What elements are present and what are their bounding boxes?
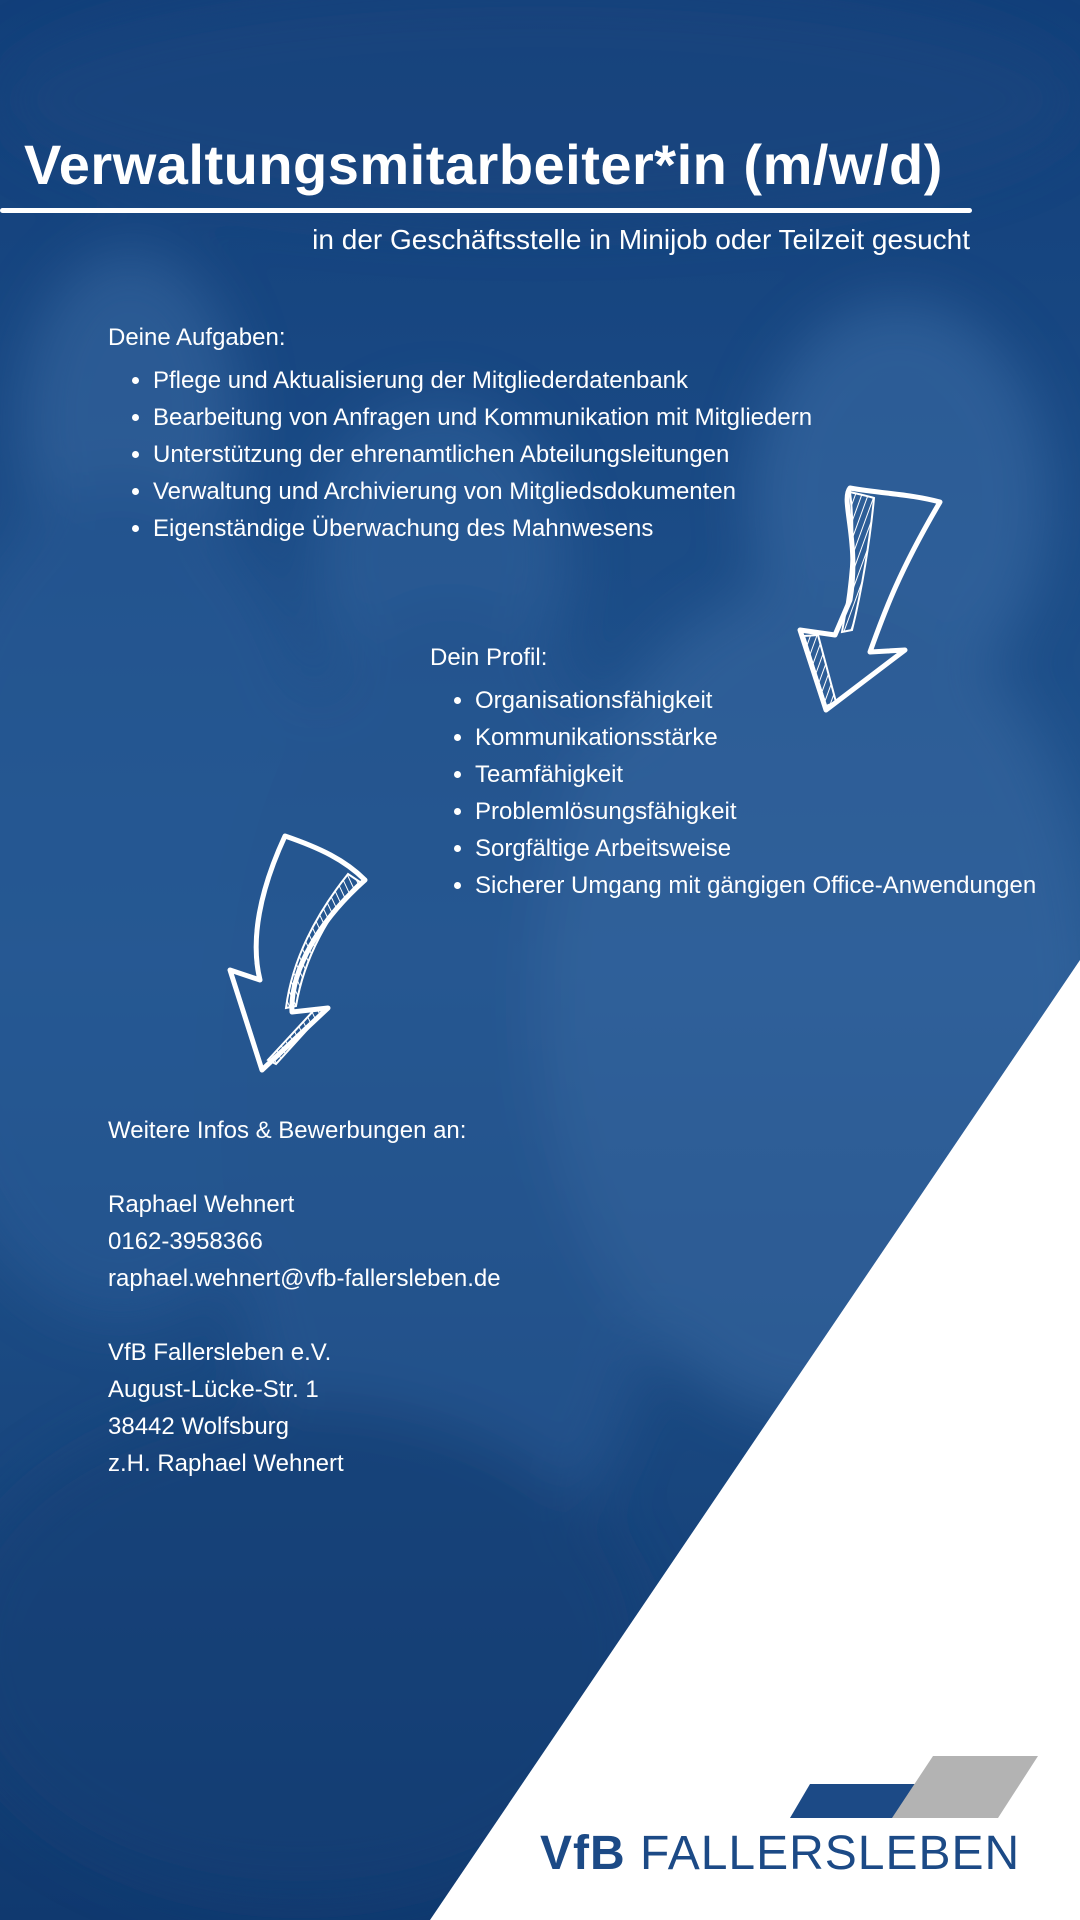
page-subtitle: in der Geschäftsstelle in Minijob oder Teilzeit gesucht	[312, 224, 970, 255]
bullet-icon	[132, 377, 139, 384]
org-name: VfB Fallersleben e.V.	[108, 1339, 332, 1366]
bullet-icon	[132, 525, 139, 532]
bullet-icon	[132, 451, 139, 458]
list-item	[108, 362, 812, 399]
bullet-icon	[132, 414, 139, 421]
vfb-logo	[540, 1750, 1040, 1890]
contact-name: Raphael Wehnert	[108, 1191, 295, 1218]
hand-drawn-arrow-icon	[220, 830, 380, 1080]
org-street: August-Lücke-Str. 1	[108, 1376, 319, 1403]
tasks-heading: Deine Aufgaben:	[108, 324, 286, 351]
list-item-label: Problemlösungsfähigkeit	[475, 798, 737, 825]
logo-text-fallersleben: FALLERSLEBEN	[640, 1827, 1021, 1880]
list-item	[108, 399, 812, 436]
contact-heading: Weitere Infos & Bewerbungen an:	[108, 1117, 467, 1144]
contact-section	[108, 1112, 501, 1482]
logo-stripes-icon	[540, 1750, 1040, 1830]
tasks-section	[108, 320, 812, 547]
bullet-icon	[454, 882, 461, 889]
list-item	[430, 719, 1036, 756]
org-city: 38442 Wolfsburg	[108, 1413, 290, 1440]
logo-text-vfb: VfB	[540, 1827, 626, 1880]
list-item-label: Teamfähigkeit	[475, 761, 624, 788]
bullet-icon	[132, 488, 139, 495]
bullet-icon	[454, 845, 461, 852]
list-item-label: Sicherer Umgang mit gängigen Office-Anwendungen	[475, 872, 1037, 899]
bullet-icon	[454, 734, 461, 741]
org-attention: z.H. Raphael Wehnert	[108, 1450, 344, 1477]
list-item-label: Sorgfältige Arbeitsweise	[475, 835, 732, 862]
list-item	[108, 473, 812, 510]
list-item	[108, 436, 812, 473]
profile-list	[430, 682, 1036, 904]
list-item	[430, 830, 1036, 867]
list-item	[430, 756, 1036, 793]
logo-text	[540, 1826, 1020, 1881]
list-item-label: Organisationsfähigkeit	[475, 687, 713, 714]
contact-email[interactable]: raphael.wehnert@vfb-fallersleben.de	[108, 1265, 501, 1292]
title-underline	[0, 208, 972, 213]
list-item-label: Kommunikationsstärke	[475, 724, 718, 751]
bullet-icon	[454, 808, 461, 815]
bullet-icon	[454, 697, 461, 704]
bullet-icon	[454, 771, 461, 778]
list-item-label: Eigenständige Überwachung des Mahnwesens	[153, 515, 654, 542]
tasks-list	[108, 362, 812, 547]
profile-heading: Dein Profil:	[430, 644, 548, 671]
list-item-label: Unterstützung der ehrenamtlichen Abteilungsleitungen	[153, 441, 730, 468]
list-item	[108, 510, 812, 547]
profile-section	[430, 640, 1036, 904]
list-item	[430, 867, 1036, 904]
list-item	[430, 793, 1036, 830]
contact-phone[interactable]: 0162-3958366	[108, 1228, 263, 1255]
list-item-label: Bearbeitung von Anfragen und Kommunikation mit Mitgliedern	[153, 404, 813, 431]
list-item-label: Verwaltung und Archivierung von Mitgliedsdokumenten	[153, 478, 737, 505]
page-title: Verwaltungsmitarbeiter*in (m/w/d)	[24, 133, 943, 196]
list-item	[430, 682, 1036, 719]
list-item-label: Pflege und Aktualisierung der Mitgliederdatenbank	[153, 367, 689, 394]
